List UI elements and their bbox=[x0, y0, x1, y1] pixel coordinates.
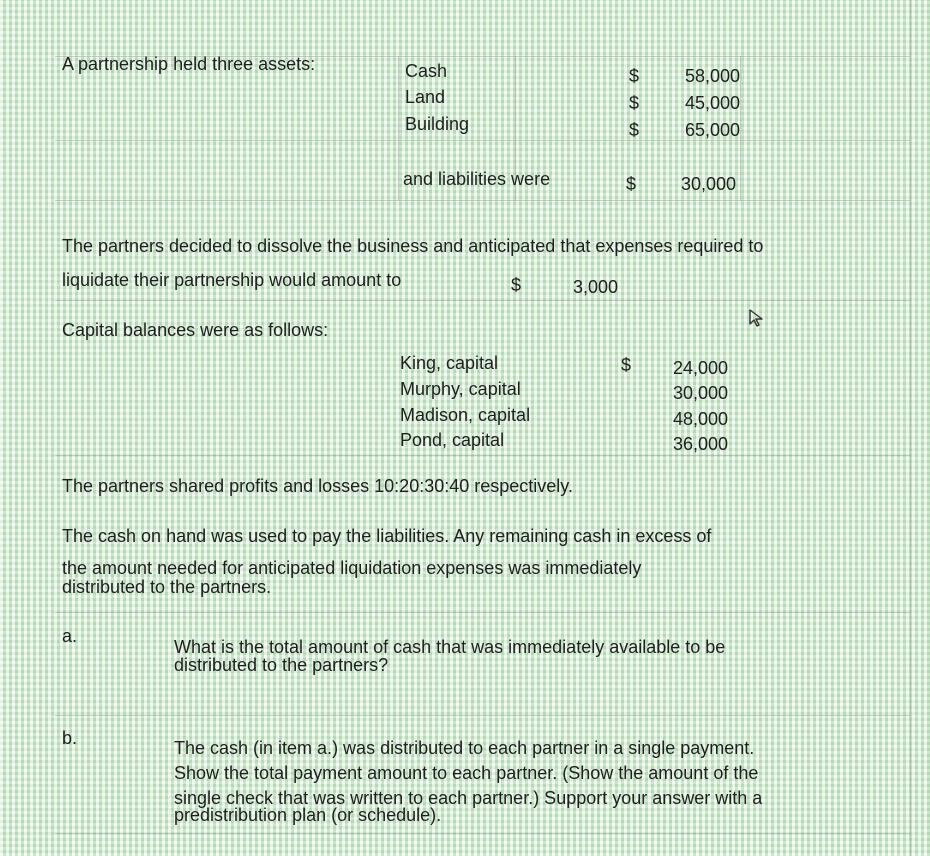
grid-line bbox=[740, 56, 741, 201]
partner-amount-murphy: 30,000 bbox=[672, 383, 728, 403]
question-b-line-3: single check that was written to each partner.) Support your answer with a bbox=[174, 788, 763, 808]
question-b-line-4: predistribution plan (or schedule). bbox=[174, 805, 442, 825]
dissolve-amount: 3,000 bbox=[572, 277, 618, 297]
question-b-line-1: The cash (in item a.) was distributed to each partner in a single payment. bbox=[174, 738, 755, 758]
dissolve-currency: $ bbox=[511, 275, 522, 295]
asset-amount-land: 45,000 bbox=[684, 93, 740, 113]
asset-name-cash: Cash bbox=[405, 61, 448, 81]
assets-intro-label: A partnership held three assets: bbox=[62, 54, 316, 74]
asset-amount-cash: 58,000 bbox=[684, 66, 740, 86]
partner-amount-madison: 48,000 bbox=[672, 409, 728, 429]
question-a-line-1: What is the total amount of cash that was immediately available to be bbox=[174, 637, 726, 657]
partner-name-pond: Pond, capital bbox=[400, 430, 505, 450]
grid-line bbox=[910, 0, 911, 856]
question-b-letter: b. bbox=[62, 728, 78, 748]
grid-line bbox=[55, 140, 910, 141]
cash-paragraph-line-2: the amount needed for anticipated liquidation expenses was immediately bbox=[62, 558, 642, 578]
asset-name-building: Building bbox=[405, 114, 470, 134]
question-a-line-2: distributed to the partners? bbox=[174, 655, 389, 675]
profit-sharing-text: The partners shared profits and losses 10:20:30:40 respectively. bbox=[62, 476, 573, 496]
mouse-cursor-icon bbox=[748, 308, 766, 328]
cash-paragraph-line-1: The cash on hand was used to pay the liabilities. Any remaining cash in excess of bbox=[62, 526, 712, 546]
dissolve-line-2: liquidate their partnership would amount to bbox=[62, 270, 402, 290]
partner-name-madison: Madison, capital bbox=[400, 405, 531, 425]
partner-amount-king: 24,000 bbox=[672, 358, 728, 378]
asset-currency: $ bbox=[629, 66, 640, 86]
grid-line bbox=[55, 200, 910, 201]
grid-line bbox=[55, 300, 910, 301]
partner-name-murphy: Murphy, capital bbox=[400, 379, 521, 399]
capital-label: Capital balances were as follows: bbox=[62, 320, 329, 340]
asset-currency: $ bbox=[629, 120, 640, 140]
asset-name-land: Land bbox=[405, 87, 446, 107]
partner-name-king: King, capital bbox=[400, 353, 499, 373]
cash-paragraph-line-3: distributed to the partners. bbox=[62, 577, 272, 597]
capital-currency: $ bbox=[621, 355, 632, 375]
asset-currency: $ bbox=[629, 93, 640, 113]
liabilities-currency: $ bbox=[626, 174, 637, 194]
partner-amount-pond: 36,000 bbox=[672, 434, 728, 454]
grid-line bbox=[55, 612, 910, 613]
grid-line bbox=[55, 455, 910, 456]
question-b-line-2: Show the total payment amount to each partner. (Show the amount of the bbox=[174, 763, 759, 783]
liabilities-label: and liabilities were bbox=[403, 169, 551, 189]
liabilities-amount: 30,000 bbox=[680, 174, 736, 194]
grid-line bbox=[398, 56, 399, 201]
grid-line bbox=[55, 833, 910, 834]
asset-amount-building: 65,000 bbox=[684, 120, 740, 140]
dissolve-line-1: The partners decided to dissolve the business and anticipated that expenses required to bbox=[62, 236, 764, 256]
grid-line bbox=[55, 715, 910, 716]
question-a-letter: a. bbox=[62, 626, 78, 646]
